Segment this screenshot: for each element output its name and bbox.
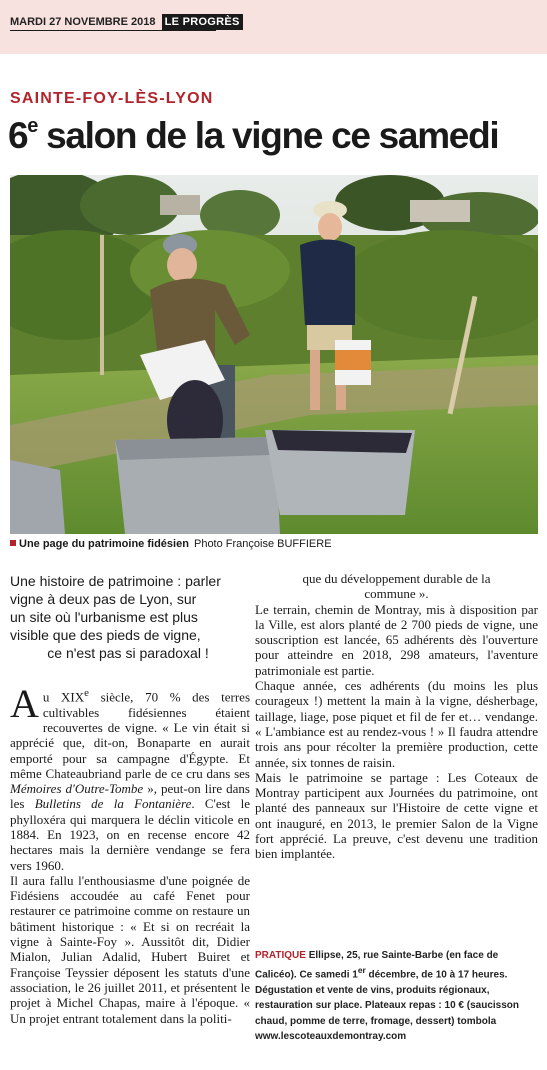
headline-text: salon de la vigne ce samedi xyxy=(37,115,499,156)
lede-line: ce n'est pas si paradoxal ! xyxy=(47,645,209,661)
paragraph: Mais le patrimoine se partage : Les Coteaux de Montray participent aux Journées du patrimoine, ont planté des panneaux sur l'Histoire de cette vigne et ont inauguré, en 2013, le premier Salon de la Vigne fort apprécié. La preuve, c'est devenu une tradition bien implantée. xyxy=(255,769,538,862)
text-run: siècle, 70 % des terres cultivables fidésiennes étaient recouvertes de vigne. « Le vin était si apprécié que, dit-on, Bonaparte en aurait emporté pour sa campagne d'Égypte. Et même Chateaubriand parle de ce cru dans ses xyxy=(10,689,251,781)
book-title: Mémoires d'Outre-Tombe xyxy=(10,781,144,797)
headline-number: 6 xyxy=(8,115,28,156)
newspaper-dateline xyxy=(10,14,243,30)
text-run: u XIX xyxy=(42,689,85,705)
caption-bullet xyxy=(10,540,16,546)
article-headline xyxy=(8,114,498,158)
article-column-2 xyxy=(255,571,538,862)
text-run: », peut-on lire dans les xyxy=(10,781,250,812)
vineyard-photo xyxy=(10,175,538,534)
text-run: Ellipse, 25, rue Sainte-Barbe (en face de Calicéo). Ce samedi 1 xyxy=(255,950,499,981)
website-link[interactable]: www.lescoteauxdemontray.com xyxy=(255,1030,407,1042)
drop-cap: A xyxy=(10,681,39,726)
lede-line: un site où l'urbanisme est plus xyxy=(10,609,198,625)
headline-ordinal: e xyxy=(27,115,38,137)
newspaper-logo: LE PROGRÈS xyxy=(162,14,243,30)
paragraph: Le terrain, chemin de Montray, mis à disposition par la Ville, est alors planté de 2 700 pieds de vigne, une souscription est lancée, 65 adhérents dès l'ouverture pour atteindre en 2018, 298 amateurs, l'aventure patrimoniale est partie. xyxy=(255,601,538,678)
caption-title: Une page du patrimoine fidésien xyxy=(19,538,189,550)
lede-line: Une histoire de patrimoine : parler xyxy=(10,573,221,589)
book-title: Bulletins de la Fontanière xyxy=(34,796,192,812)
superscript: er xyxy=(357,965,366,976)
practical-info xyxy=(255,948,538,1044)
practical-label: PRATIQUE xyxy=(255,950,306,961)
photo-credit: Photo Françoise BUFFIERE xyxy=(193,538,332,550)
paragraph: Il aura fallu l'enthousiasme d'une poignée de Fidésiens accoudée au café Fenet pour restaurer ce patrimoine comme on restaure un bâtiment historique : « Et si on recréait la vigne à Sainte-Foy ». Aussitôt dit, Didier Mialon, Julian Adalid, Hubert Buiret et Françoise Teyssier déposent les statuts d'une association, le 26 juillet 2011, et présentent le projet à Michel Chapas, maire à l'époque. « Un projet entrant totalement dans la politi- xyxy=(10,872,250,1026)
article-column-1 xyxy=(10,681,251,1026)
lede-line: vigne à deux pas de Lyon, sur xyxy=(10,591,197,607)
article-lede xyxy=(10,572,246,662)
superscript: e xyxy=(84,687,89,699)
paragraph xyxy=(10,681,251,873)
text-run: . C'est le phylloxéra qui marquera le déclin viticole en 1884. En 1923, on en recense encore 42 hectares mais la dernière vendange se fera vers 1960. xyxy=(10,796,250,873)
lede-line: visible que des pieds de vigne, xyxy=(10,627,201,643)
paragraph: Chaque année, ces adhérents (du moins les plus courageux !) mettent la main à la vigne, désherbage, taillage, liage, pose piquet et fil de fer et… vendange. « L'ambiance est au rendez-vous ! » Il faudra attendre trois ans pour récolter la première production, cette année, six tonnes de raisin. xyxy=(255,678,538,770)
paragraph-continuation: commune ». xyxy=(364,586,429,602)
issue-date: MARDI 27 NOVEMBRE 2018 xyxy=(10,16,156,28)
text-run: décembre, de 10 à 17 heures. Dégustation et vente de vins, produits régionaux, restauration sur place. Plateaux repas : 10 € (saucisson chaud, pomme de terre, fromage, dessert) tombola xyxy=(255,969,520,1027)
location-kicker: SAINTE-FOY-LÈS-LYON xyxy=(10,90,214,107)
dateline-rule xyxy=(10,30,216,31)
paragraph-continuation: que du développement durable de la xyxy=(302,571,491,586)
photo-caption xyxy=(10,538,332,550)
